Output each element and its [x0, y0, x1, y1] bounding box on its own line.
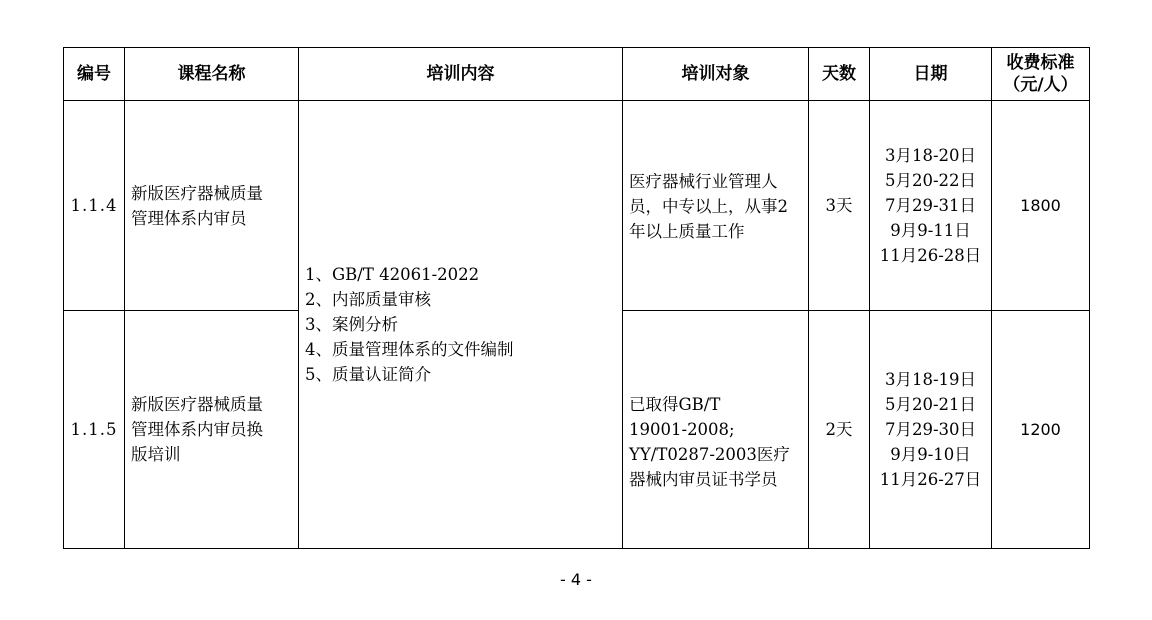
date-line: 7月29-30日	[884, 420, 977, 439]
header-row	[64, 48, 1090, 101]
course-name-line: 管理体系内审员换	[131, 420, 263, 439]
header-fee	[992, 48, 1090, 101]
row-dates	[870, 101, 992, 311]
target-line: 器械内审员证书学员	[629, 469, 778, 489]
course-name-line: 版培训	[131, 445, 181, 464]
date-line: 7月29-31日	[884, 196, 977, 215]
course-name-line: 新版医疗器械质量	[131, 183, 263, 203]
page-number: - 4 -	[560, 570, 592, 589]
row-course-name	[125, 101, 299, 311]
row-days: 2天	[809, 311, 870, 549]
date-line: 5月20-21日	[884, 395, 977, 414]
row-num: 1.1.5	[64, 311, 125, 549]
header-num: 编号	[64, 48, 125, 101]
target-line: 员，中专以上，从事2	[629, 197, 788, 216]
row-target	[623, 311, 809, 549]
header-fee-line1: 收费标准	[1006, 53, 1075, 73]
header-date: 日期	[870, 48, 992, 101]
date-line: 3月18-20日	[884, 146, 977, 165]
date-line: 11月26-28日	[879, 246, 982, 265]
row-fee: 1800	[992, 101, 1090, 311]
row-target	[623, 101, 809, 311]
content-item: 5、质量认证简介	[305, 365, 431, 384]
date-line: 5月20-22日	[884, 171, 977, 190]
header-content: 培训内容	[299, 48, 623, 101]
training-content-cell	[299, 101, 623, 549]
content-item: 3、案例分析	[305, 315, 398, 334]
table-row	[64, 101, 1090, 311]
date-line: 9月9-11日	[890, 221, 971, 240]
header-fee-line2: （元/人）	[1003, 75, 1078, 95]
course-name-line: 管理体系内审员	[131, 208, 247, 228]
row-num: 1.1.4	[64, 101, 125, 311]
header-target: 培训对象	[623, 48, 809, 101]
row-course-name	[125, 311, 299, 549]
row-days: 3天	[809, 101, 870, 311]
content-item: 1、GB/T 42061-2022	[305, 265, 480, 284]
target-line: 医疗器械行业管理人	[629, 172, 778, 191]
target-line: 已取得GB/T	[629, 394, 721, 414]
date-line: 9月9-10日	[890, 445, 971, 464]
date-line: 11月26-27日	[879, 470, 982, 489]
content-item: 4、质量管理体系的文件编制	[305, 340, 514, 359]
header-course-name: 课程名称	[125, 48, 299, 101]
row-fee: 1200	[992, 311, 1090, 549]
course-name-line: 新版医疗器械质量	[131, 395, 263, 414]
target-line: YY/T0287-2003医疗	[629, 444, 790, 464]
header-days: 天数	[809, 48, 870, 101]
target-line: 19001-2008;	[629, 419, 735, 439]
content-item: 2、内部质量审核	[305, 290, 431, 309]
date-line: 3月18-19日	[884, 370, 977, 389]
row-dates	[870, 311, 992, 549]
course-table	[63, 47, 1090, 549]
target-line: 年以上质量工作	[629, 222, 745, 241]
